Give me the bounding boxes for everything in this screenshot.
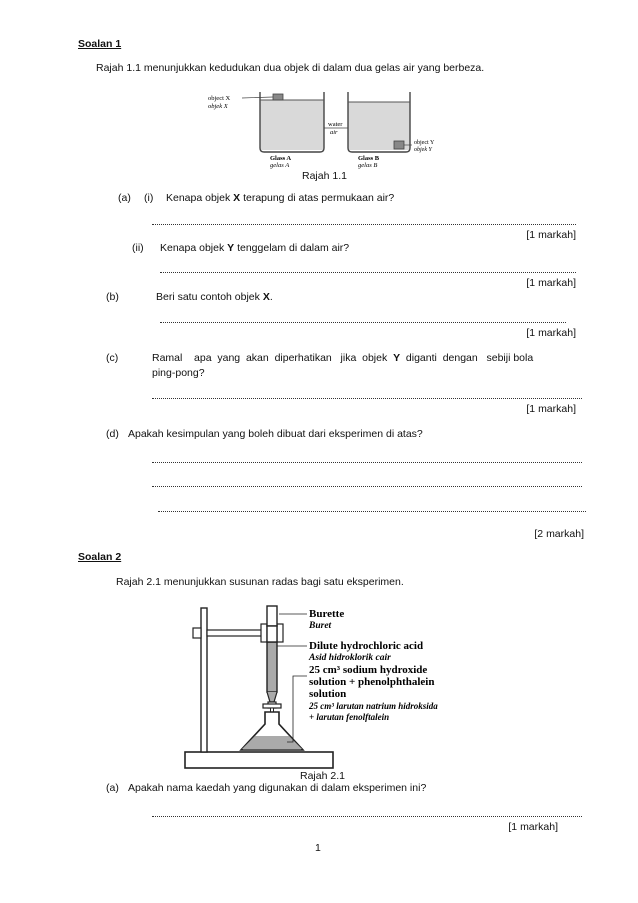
- object-x: [273, 94, 283, 100]
- mark-d: [2 markah]: [534, 528, 584, 540]
- figure-1-1-glasses: [200, 88, 435, 169]
- label-acid: Dilute hydrochloric acid: [309, 640, 424, 652]
- q1-intro: Rajah 1.1 menunjukkan kedudukan dua objek di dalam dua gelas air yang berbeza.: [96, 62, 485, 74]
- q1-c-question-line1: Ramal apa yang akan diperhatikan jika objek Y diganti dengan sebiji bola: [152, 352, 534, 364]
- q1-d-question: Apakah kesimpulan yang boleh dibuat dari eksperimen di atas?: [128, 428, 423, 440]
- label-water: water: [328, 121, 343, 128]
- label-object-x-ms: objek X: [208, 103, 228, 110]
- q1-d-label: (d): [106, 428, 119, 440]
- label-glass-b: Glass B: [358, 155, 380, 162]
- label-object-x: object X: [208, 95, 231, 102]
- q2-a-question: Apakah nama kaedah yang digunakan di dalam eksperimen ini?: [128, 782, 427, 794]
- object-y: [394, 141, 404, 149]
- figure-2-1-caption: Rajah 2.1: [300, 770, 345, 782]
- label-acid-ms: Asid hidroklorik cair: [309, 653, 391, 663]
- q1-a-i-label: (i): [144, 192, 154, 204]
- label-naoh-ms-2: + larutan fenolftalein: [309, 712, 390, 722]
- answer-line-d-3[interactable]: [158, 511, 586, 512]
- label-glass-a: Glass A: [270, 155, 292, 162]
- label-glass-b-ms: gelas B: [358, 162, 378, 169]
- answer-line-d-2[interactable]: [152, 486, 582, 487]
- answer-line-c[interactable]: [152, 398, 582, 399]
- label-object-y: object Y: [414, 140, 435, 146]
- page-number: 1: [315, 842, 321, 854]
- answer-line-b[interactable]: [160, 322, 566, 323]
- answer-line-a-i[interactable]: [152, 224, 576, 225]
- q1-c-label: (c): [106, 352, 119, 364]
- q1-heading: Soalan 1: [78, 38, 122, 50]
- label-naoh-3: solution: [309, 688, 347, 700]
- mark-q2-a: [1 markah]: [508, 821, 558, 833]
- glass-b: [348, 92, 410, 152]
- answer-line-q2-a[interactable]: [152, 816, 582, 817]
- retort-stand-rod: [201, 608, 207, 752]
- label-burette: Burette: [309, 608, 345, 620]
- burette: [263, 606, 281, 718]
- q2-heading: Soalan 2: [78, 551, 122, 563]
- q1-c-question-line2: ping-pong?: [152, 367, 205, 379]
- figure-2-1-titration: [175, 602, 510, 770]
- q2-a-label: (a): [106, 782, 119, 794]
- q1-a-label: (a): [118, 192, 131, 204]
- conical-flask: [241, 712, 303, 750]
- mark-c: [1 markah]: [526, 403, 576, 415]
- answer-line-a-ii[interactable]: [160, 272, 576, 273]
- q1-a-ii-label: (ii): [132, 242, 144, 254]
- q2-intro: Rajah 2.1 menunjukkan susunan radas bagi satu eksperimen.: [116, 576, 404, 588]
- glass-a: [260, 92, 324, 152]
- label-naoh-1: 25 cm³ sodium hydroxide: [309, 664, 428, 676]
- label-glass-a-ms: gelas A: [270, 162, 290, 169]
- label-naoh-2: solution + phenolphthalein: [309, 676, 435, 688]
- figure-1-1-caption: Rajah 1.1: [302, 170, 347, 182]
- label-burette-ms: Buret: [309, 621, 332, 631]
- mark-a-ii: [1 markah]: [526, 277, 576, 289]
- q1-a-i-question: Kenapa objek X terapung di atas permukaan air?: [166, 192, 395, 204]
- mark-a-i: [1 markah]: [526, 229, 576, 241]
- q1-b-label: (b): [106, 291, 119, 303]
- retort-stand-base: [185, 752, 333, 768]
- mark-b: [1 markah]: [526, 327, 576, 339]
- label-object-y-ms: objek Y: [414, 147, 432, 153]
- clamp-arm: [207, 630, 265, 636]
- answer-line-d-1[interactable]: [152, 462, 582, 463]
- label-naoh-ms-1: 25 cm³ larutan natrium hidroksida: [309, 701, 438, 711]
- q1-a-ii-question: Kenapa objek Y tenggelam di dalam air?: [160, 242, 350, 254]
- label-water-ms: air: [330, 129, 338, 136]
- burette-tap: [263, 704, 281, 708]
- q1-b-question: Beri satu contoh objek X.: [156, 291, 273, 303]
